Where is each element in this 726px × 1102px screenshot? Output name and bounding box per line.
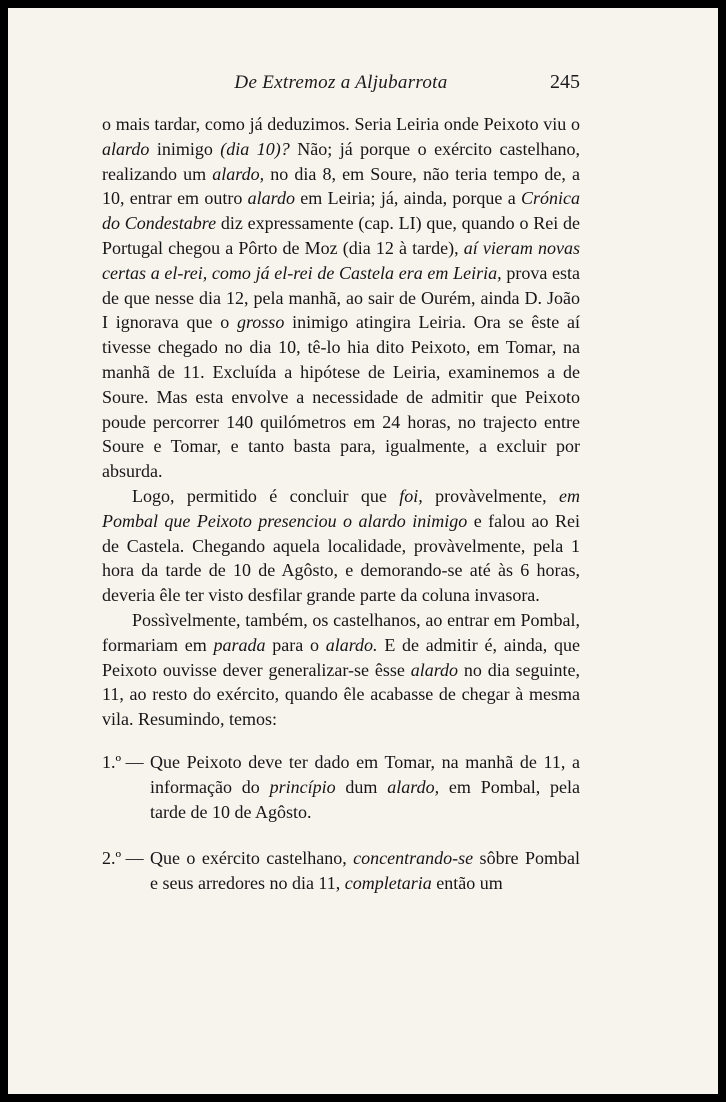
text-run: E de admitir é, ainda, que Peixoto ouvisse dever generalizar-se êsse	[102, 634, 580, 680]
paragraph-2	[102, 484, 580, 608]
list-item-text	[150, 752, 580, 822]
text-run: dum	[335, 776, 388, 797]
italic-text: alardo	[247, 188, 295, 209]
text-run: o mais tardar, como já deduzimos. Seria Leiria onde Peixoto viu o	[102, 114, 580, 134]
list-item	[102, 846, 580, 896]
italic-text: alardo	[102, 138, 150, 159]
list-marker: 1.º —	[102, 751, 144, 772]
italic-text: foi,	[399, 485, 423, 506]
italic-text: alardo.	[325, 634, 378, 655]
text-run: prova esta de que nesse dia 12, pela manhã, ao sair de Ourém, ainda D. João I ignorava que o	[102, 262, 580, 333]
italic-text: em Pombal que Peixoto presenciou o alardo inimigo	[102, 485, 580, 531]
italic-text: (dia 10)?	[220, 138, 290, 159]
text-run: sôbre Pombal e seus arredores no dia 11,	[150, 848, 580, 894]
text-run: e falou ao Rei de Castela. Chegando aquela localidade, provàvelmente, pela 1 hora da tarde de 10 de Agôsto, e demorando-se até às 6 horas, deveria êle ter visto desfilar grande parte da coluna invasora.	[102, 510, 580, 606]
paragraph-1	[102, 112, 580, 484]
text-run: então um	[431, 873, 503, 894]
italic-text: alardo	[410, 659, 459, 680]
text-run: inimigo atingira Leiria. Ora se êste aí tivesse chegado no dia 10, tê-lo hia dito Peixoto, em Tomar, na manhã de 11. Excluída a hipótese de Leiria, examinemos a de Soure. Mas esta envolve a necessidade de admitir que Peixoto poude percorrer 140 quilómetros em 24 horas, no trajecto entre Soure e Tomar, e tanto basta para, igualmente, a excluir por absurda.	[102, 312, 580, 482]
book-page	[8, 8, 718, 1094]
text-run: Que o exército castelhano,	[150, 848, 354, 869]
text-run: provàvelmente,	[422, 485, 559, 506]
text-run: no dia seguinte, 11, ao resto do exército, quando êle acabasse de chegar à mesma vila. Resumindo, temos:	[102, 659, 580, 730]
text-run: Possìvelmente, também, os castelhanos, ao entrar em Pombal, formariam em	[102, 609, 580, 655]
text-run: Que Peixoto deve ter dado em Tomar, na manhã de 11, a informação do	[150, 751, 580, 797]
page-number: 245	[550, 71, 580, 93]
text-run: no dia 8, em Soure, não teria tempo de, a 10, entrar em outro	[102, 163, 580, 209]
text-run: em Pombal, pela tarde de 10 de Agôsto.	[150, 776, 580, 822]
body-text	[102, 112, 580, 918]
running-head	[102, 72, 580, 100]
text-run: em Leiria; já, ainda, porque a	[295, 188, 521, 209]
summary-list	[102, 750, 580, 896]
running-title: De Extremoz a Aljubarrota	[234, 72, 448, 93]
text-run: diz expressamente (cap. LI) que, quando o Rei de Portugal chegou a Pôrto de Moz (dia 12 à tarde),	[102, 213, 580, 258]
italic-text: princípio	[269, 776, 336, 797]
text-run: Não; já porque o exército castelhano, realizando um	[102, 138, 580, 184]
italic-text: parada	[213, 634, 266, 655]
paragraph-3	[102, 608, 580, 732]
italic-text: grosso	[236, 312, 285, 333]
italic-text: concentrando-se	[353, 848, 474, 869]
list-marker: 2.º —	[102, 848, 144, 869]
italic-text: alardo,	[212, 163, 265, 184]
italic-text: completaria	[344, 873, 432, 894]
text-run: Logo, permitido é concluir que	[132, 485, 400, 506]
italic-text: Crónica do Condestabre	[102, 188, 581, 234]
list-item	[102, 750, 580, 824]
list-item-text	[150, 848, 580, 893]
text-run: inimigo	[149, 138, 221, 159]
text-run: para o	[265, 634, 326, 655]
italic-text: alardo,	[387, 776, 440, 797]
italic-text: aí vieram novas certas a el-rei, como já el-rei de Castela era em Leiria,	[102, 237, 580, 283]
